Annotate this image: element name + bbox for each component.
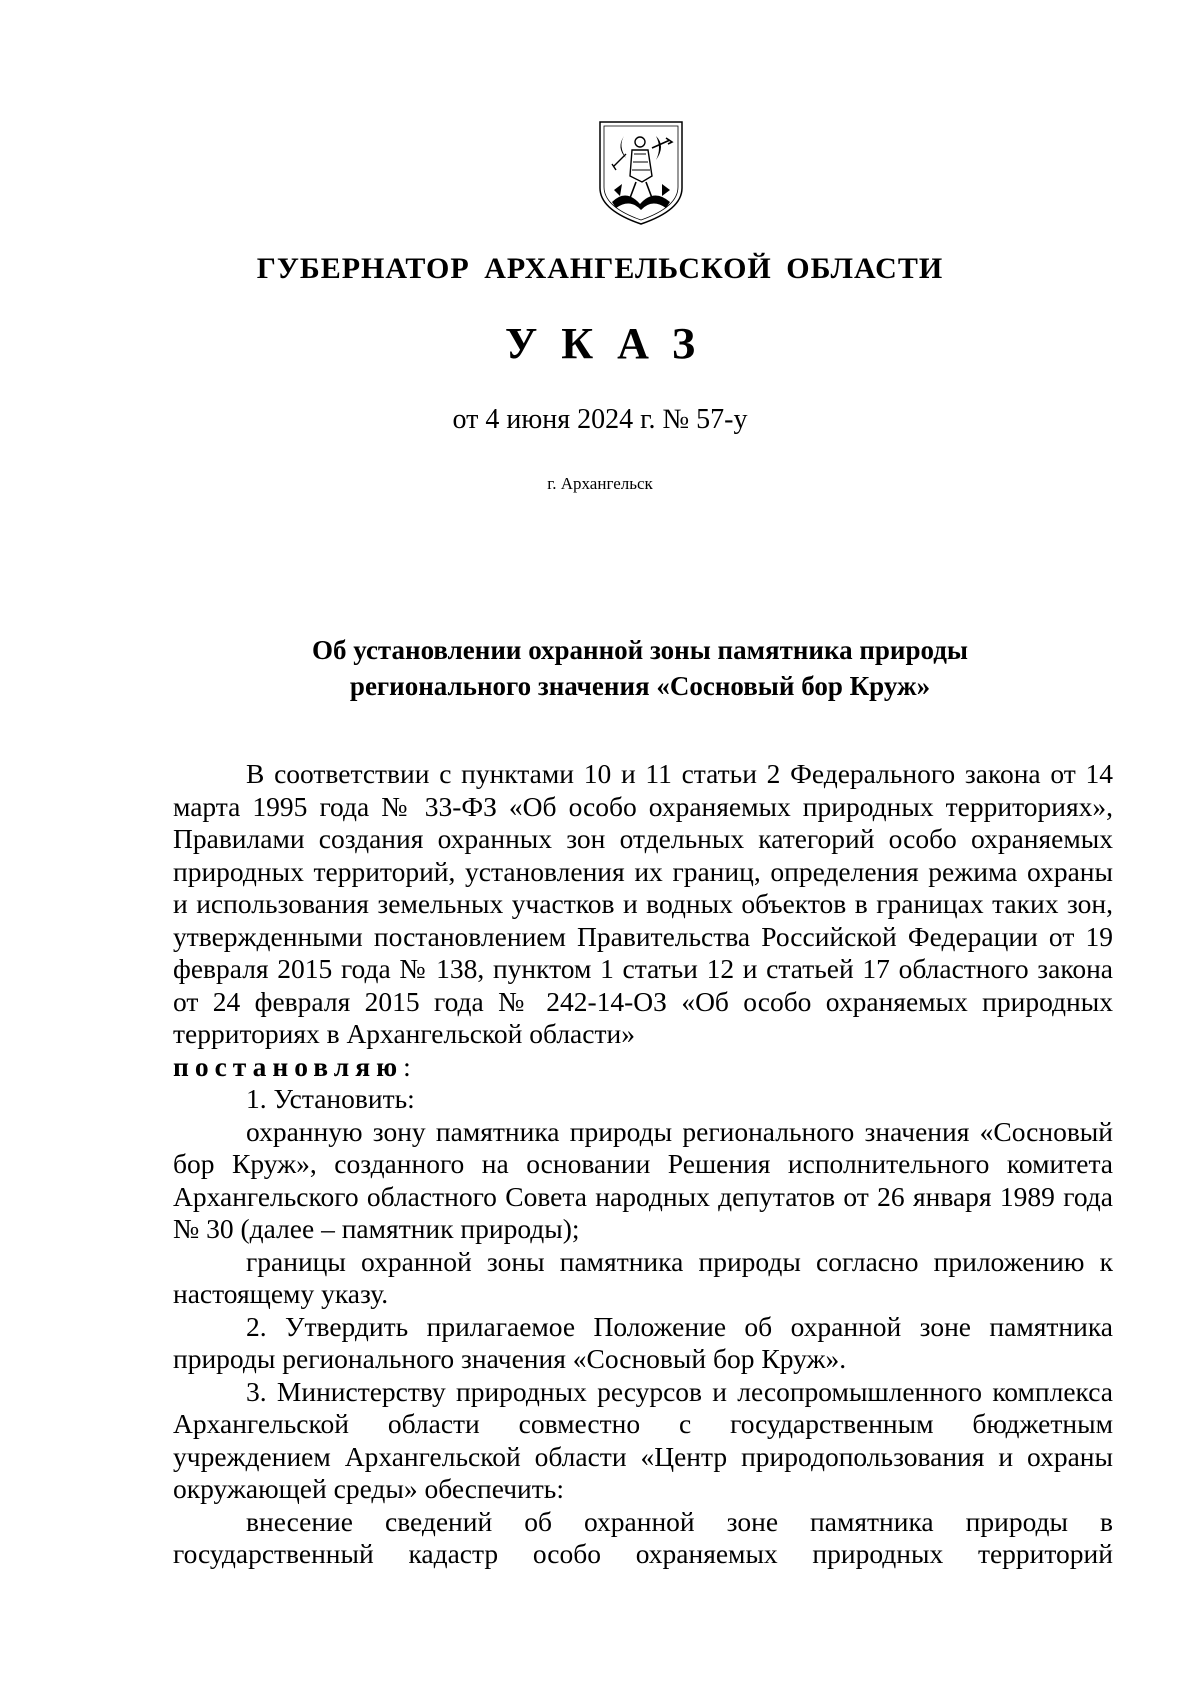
coat-of-arms-icon <box>596 118 686 228</box>
document-city: г. Архангельск <box>547 474 653 493</box>
preamble-text: В соответствии с пунктами 10 и 11 статьи 2 Федерального закона от 14 марта 1995 года № 33-ФЗ «Об особо охраняемых природных территориях», Правилами создания охранных зон отдельных категорий особо охраняемых природных территорий, установления их границ, определения режима охраны и использования земельных участков и водных объектов в границах таких зон, утвержденными постановлением Правительства Российской Федерации от 19 февраля 2015 года № 138, пунктом 1 статьи 12 и статьей 17 областного закона от 24 февраля 2015 года № 242-14-ОЗ «Об особо охраняемых природных территориях в Архангельской области» <box>173 758 1113 1049</box>
item-2-paragraph: 2. Утвердить прилагаемое Положение об охранной зоне памятника природы регионального значения «Сосновый бор Круж». <box>173 1310 1113 1374</box>
item-1-a-paragraph: охранную зону памятника природы регионального значения «Сосновый бор Круж», созданного на основании Решения исполнительного комитета Архангельского областного Совета народных депутатов от 26 января 1989 года № 30 (далее – памятник природы); <box>173 1115 1113 1244</box>
decree-line <box>173 1051 1113 1084</box>
decree-word: постановляю <box>173 1050 404 1082</box>
document-type: УКАЗ <box>504 319 720 368</box>
document-body <box>173 758 1113 1571</box>
document-title-line-2: регионального значения «Сосновый бор Круж» <box>349 671 931 701</box>
item-1-b-paragraph: границы охранной зоны памятника природы согласно приложению к настоящему указу. <box>173 1245 1113 1309</box>
document-date-number: от 4 июня 2024 г. № 57-у <box>452 404 748 435</box>
document-title-line-1: Об установлении охранной зоны памятника природы <box>312 635 968 665</box>
document-title <box>200 632 1080 704</box>
preamble-paragraph <box>173 758 1113 1051</box>
item-3-a-paragraph: внесение сведений об охранной зоне памятника природы в государственный кадастр особо охраняемых природных территорий <box>173 1505 1113 1569</box>
issuing-authority: ГУБЕРНАТОР АРХАНГЕЛЬСКОЙ ОБЛАСТИ <box>256 252 944 285</box>
item-3-paragraph: 3. Министерству природных ресурсов и лесопромышленного комплекса Архангельской области совместно с государственным бюджетным учреждением Архангельской области «Центр природопользования и охраны окружающей среды» обеспечить: <box>173 1375 1113 1504</box>
item-1-heading: 1. Установить: <box>246 1083 415 1114</box>
decree-colon: : <box>403 1050 411 1082</box>
